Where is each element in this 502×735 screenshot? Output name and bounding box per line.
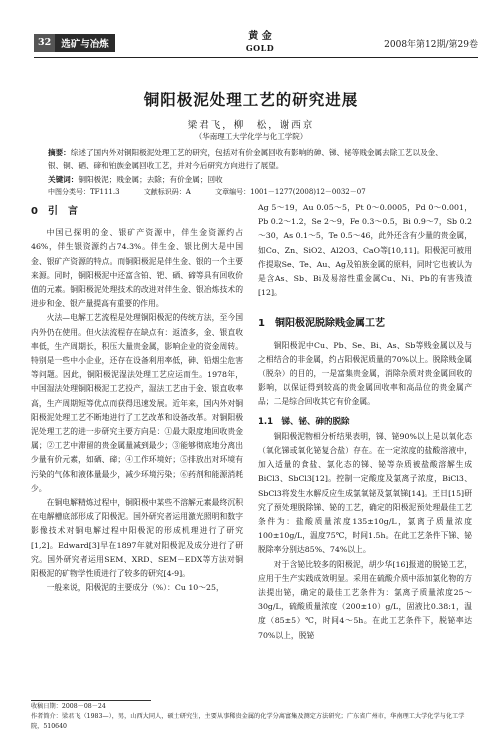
paper-authors: 梁君飞，柳 松，谢西京: [187, 120, 315, 131]
author-bio: 作者简介：梁君飞（1983—），男，山西大同人，硕士研究生，主要从事稀贵金属的化学分离富集及测定方法研究；广东省广州市，华南理工大学化学与化工学院，510640: [31, 713, 465, 730]
section-name: 选矿与冶炼: [61, 39, 109, 50]
subsection-paragraph-1: 铜阳极泥物相分析结果表明，锑、铋90%以上是以氧化态（氧化锑或氧化铋复合盐）存在。在一定浓度的盐酸溶液中，加入适量的食盐、氯化态的锑、铋等杂质被盐酸溶解生成BiCl3、SbCl3[12]。控制一定酸度及氯离子浓度，BiCl3、SbCl3将发生水解反应生成氯氧铋及氯氧锑[14]。王日[15]研究了预处理脱除锑、铋的工艺，确定的阳极泥预处理最佳工艺条件为：盐酸质量浓度135±10g/L，氯离子质量浓度100±10g/L，温度75℃，时间1.5h。在此工艺条件下锑、铋脱除率分别达85%、74%以上。: [258, 431, 472, 555]
journal-name: [230, 32, 290, 52]
footnote: [31, 702, 472, 732]
running-header: [34, 32, 478, 58]
keywords-label: 关键词：: [48, 175, 79, 184]
page-number: 32: [34, 34, 55, 52]
intro-paragraph-4: 一般来说，阳极泥的主要成分（%）：Cu 10～25，: [46, 583, 224, 593]
section-badge: [34, 34, 115, 52]
composition-paragraph: Ag 5～19，Au 0.05～5，Pt 0～0.0005，Pd 0～0.001，Pb 0.2～1.2，Se 2～9，Fe 0.3～0.5，Bi 0.9～7，Sb 0.2～30，As 0.1～5，Te 0.5～46，此外还含有少量的贵金属，如Co、Zn、SiO2、Al2O3、CaO等[10,11]。阳极泥可被用作提取Se、Te、Au、Ag及铂族金属的原料，同时它也被认为是含As、Sb、Bi及易溶性重金属Cu、Ni、Pb的有害残渣[12]。: [258, 203, 472, 298]
article-id: 文章编号：1001－1277(2008)12－0032－07: [215, 188, 366, 196]
intro-paragraph-3: 在铜电解精炼过程中，铜阳极中某些不溶解元素最终沉积在电解槽底部形成了阳极泥。国外研究者运用激光照明和数字影像技术对铜电解过程中阳极泥的形成机理进行了研究[1,2]。Edward[3]早在1897年就对阳极泥及成分进行了研究。国外研究者运用SEM、XRD、SEM－EDX等方法对铜阳极泥的矿物学性质进行了较多的研究[4-9]。: [31, 498, 243, 579]
classification-line: [48, 187, 458, 197]
journal-name-cn: 黄 金: [248, 31, 272, 42]
header-rule: [34, 57, 478, 58]
issue-info: 2008年第12期/第29卷: [384, 40, 478, 50]
intro-paragraph-2: 火法—电解工艺流程是处理铜阳极泥的传统方法，至今国内外仍在使用。但火法流程存在缺点有：返渣多，金、银直收率低，生产周期长，积压大量贵金属，影响企业的资金周转。特别是一些中小企业，还存在设备利用率低，砷、铅烟尘危害等问题。因此，铜阳极泥湿法处理工艺应运而生。1978年，中国湿法处理铜阳极泥工艺投产，湿法工艺由于金、银直收率高，生产周期短等优点而获得迅速发展。近年来，国内外对铜阳极泥处理工艺不断地进行了工艺改革和设备改革。对铜阳极泥处理工艺的进一步研究主要方向是：①最大限度地回收贵金属；②工艺中滞留的贵金属量减到最少；③能够彻底地分离出少量有价元素，如硒、碲；④工作环境好；⑤排放出对环境有污染的气体和液体量最少，减少环境污染；⑥药剂和能源消耗少。: [31, 313, 243, 493]
subsection-1-1-heading: 1.1 锑、铋、砷的脱除: [258, 416, 350, 427]
keywords-text: 铜阳极泥；贱金属；去除；有价金属；回收: [78, 175, 223, 184]
abstract-text: 综述了国内外对铜阳极泥处理工艺的研究，包括对有价金属回收有影响的砷、锑、铋等贱金属去除工艺以及金、银、铜、硒、碲和铂族金属回收工艺，并对今后研究方向进行了展望。: [48, 148, 443, 170]
left-column: [31, 201, 243, 595]
abstract: [48, 146, 458, 172]
section-1-paragraph: 铜阳极泥中Cu、Pb、Se、Bi、As、Sb等贱金属以及与之相结合的非金属，约占阳极泥质量的70%以上。脱除贱金属（脱杂）的目的，一是富集贵金属，消除杂质对贵金属回收的影响，以保证得到较高的贵金属回收率和高品位的贵金属产品；二是综合回收其它有价金属。: [258, 340, 472, 407]
paper-affiliation: （华南理工大学化学与化工学院）: [194, 132, 308, 141]
journal-name-en: GOLD: [245, 43, 275, 53]
subsection-paragraph-2: 对于含铋比较多的阳极泥，胡少华[16]报道的脱铋工艺，应用于生产实践成效明显。采用在硫酸介质中添加氯化物的方法提出铋，确定的最佳工艺条件为：氯离子质量浓度25～30g/L，硫酸质量浓度（200±10）g/L，固液比0.38:1，温度（85±5）℃，时间4～5h。在此工艺条件下，脱铋率达70%以上，脱铋: [258, 559, 472, 640]
section-1-heading: 1 铜阳极泥脱除贱金属工艺: [258, 318, 385, 330]
document-code: 文献标识码：A: [143, 188, 191, 196]
intro-heading: 0 引 言: [31, 206, 78, 217]
right-column: [258, 201, 472, 643]
received-date: 收稿日期：2008－08－24: [31, 703, 106, 710]
clc-number: 中图分类号：TF111.3: [48, 188, 120, 196]
keywords: [48, 174, 458, 185]
intro-paragraph-1: 中国已探明的金、银矿产资源中，伴生金资源约占46%，伴生银资源约占74.3%。伴生金、银比例大是中国金、银矿产资源的特点。而铜阳极泥是伴生金、银的一个主要来源。同时，铜阳极泥中还富含铂、钯、硒、碲等具有回收价值的元素。铜阳极泥处理技术的改进对伴生金、银冶炼技术的进步和金、银产量提高有重要的作用。: [31, 228, 243, 309]
paper-title: 铜阳极泥处理工艺的研究进展: [143, 90, 359, 109]
abstract-label: 摘要：: [48, 148, 71, 157]
footnote-rule: [31, 700, 151, 701]
